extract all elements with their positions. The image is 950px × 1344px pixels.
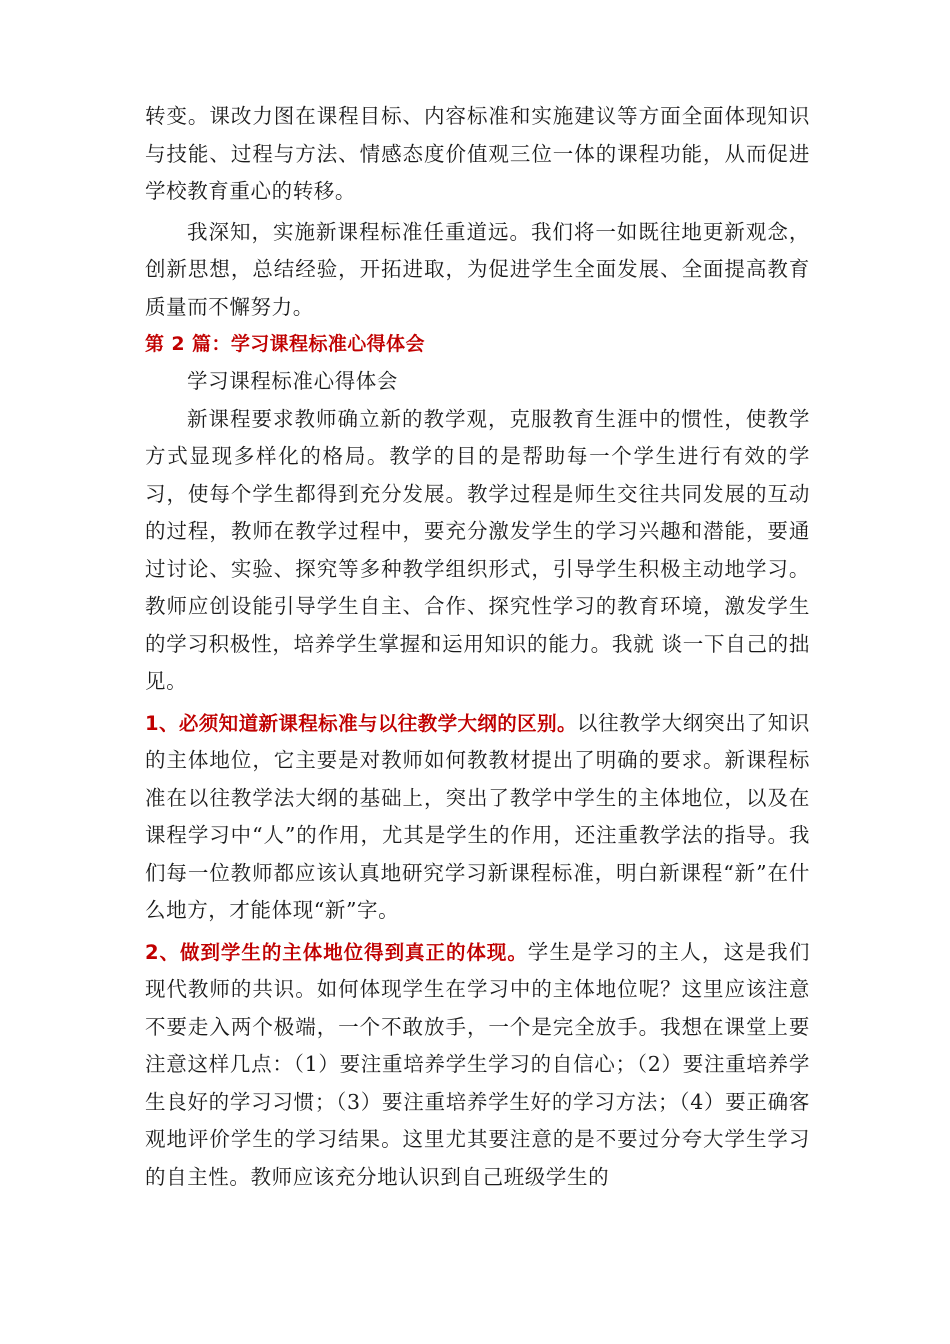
point-1-title: 1、必须知道新课程标准与以往教学大纲的区别。 xyxy=(145,711,577,735)
paragraph-intro-continuation: 转变。课改力图在课程目标、内容标准和实施建议等方面全面体现知识与技能、过程与方法、情感态度价值观三位一体的课程功能，从而促进学校教育重心的转移。 xyxy=(145,104,810,203)
paragraph-conclusion: 我深知，实施新课程标准任重道远。我们将一如既往地更新观念，创新思想，总结经验，开拓进取，为促进学生全面发展、全面提高教育质量而不懈努力。 xyxy=(145,219,810,319)
paragraph-body: 新课程要求教师确立新的教学观，克服教育生涯中的惯性，使教学方式显现多样化的格局。教学的目的是帮助每一个学生进行有效的学习，使每个学生都得到充分发展。教学过程是师生交往共同发展的互动的过程，教师在教学过程中，要充分激发学生的学习兴趣和潜能，要通过讨论、实验、探究等多种教学组织形式，引导学生积极主动地学习。教师应创设能引导学生自主、合作、探究性学习的教育环境，激发学生的学习积极性，培养学生掌握和运用知识的能力。我就 谈一下自己的拙见。 xyxy=(145,406,810,693)
point-2-body: 学生是学习的主人，这是我们现代教师的共识。如何体现学生在学习中的主体地位呢？这里应该注意不要走入两个极端，一个不敢放手，一个是完全放手。我想在课堂上要注意这样几点：（1）要注重培养学生学习的自信心；（2）要注重培养学生良好的学习习惯；（3）要注重培养学生好的学习方法；（4）要正确客观地评价学生的学习结果。这里尤其要注意的是不要过分夸大学生学习的自主性。教师应该充分地认识到自己班级学生的 xyxy=(145,939,810,1189)
point-1-body: 以往教学大纲突出了知识的主体地位，它主要是对教师如何教教材提出了明确的要求。新课程标准在以往教学法大纲的基础上，突出了教学中学生的主体地位，以及在课程学习中“人”的作用，尤其是学生的作用，还注重教学法的指导。我们每一位教师都应该认真地研究学习新课程标准，明白新课程“新”在什么地方，才能体现“新”字。 xyxy=(145,710,810,922)
point-2 xyxy=(145,934,810,1197)
point-1 xyxy=(145,705,810,930)
document-page xyxy=(145,98,810,1196)
section-heading: 第 2 篇：学习课程标准心得体会 xyxy=(145,333,425,355)
article-subtitle: 学习课程标准心得体会 xyxy=(187,369,398,393)
point-2-title: 2、做到学生的主体地位得到真正的体现。 xyxy=(145,940,528,964)
